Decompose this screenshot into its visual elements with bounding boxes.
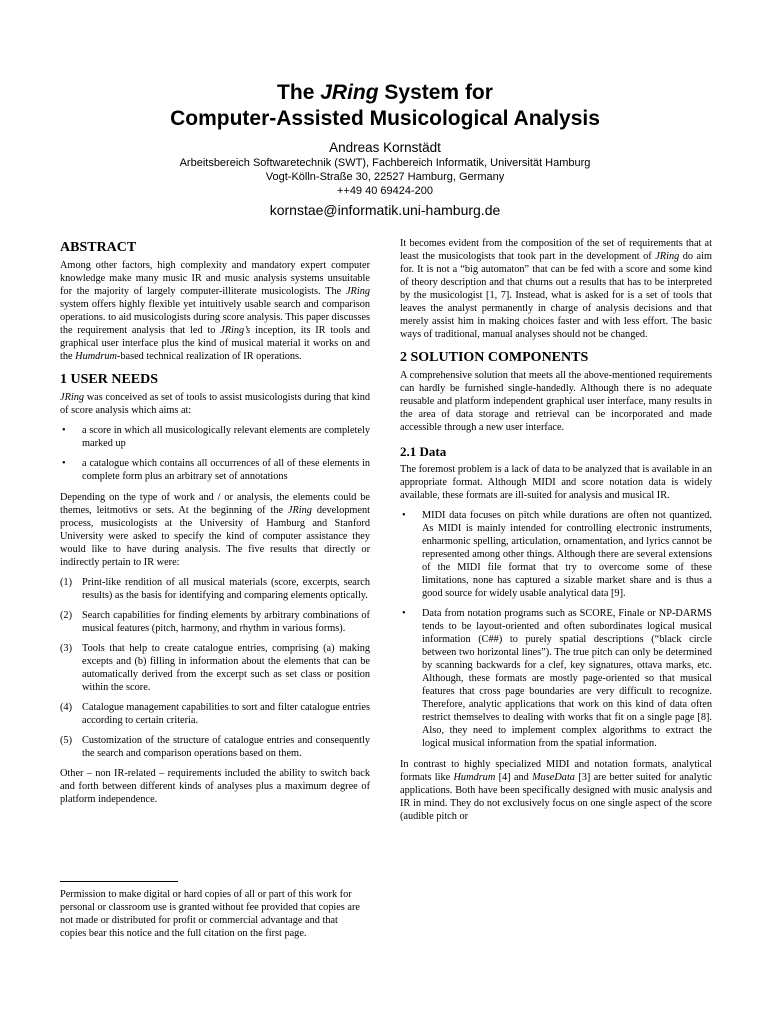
bullet-icon: • xyxy=(62,425,66,436)
list-item: (3) Tools that help to create catalogue entries, comprising (a) making excepts and (b) filling in information about the elements that can be automatically derived from the excerpt such as set class or position within the score. xyxy=(60,643,370,693)
bullet-icon: • xyxy=(62,458,66,469)
abstract-heading: ABSTRACT xyxy=(60,240,137,255)
list-item: • a catalogue which contains all occurrences of all of these elements in complete form plus an arbitrary set of annotations xyxy=(62,458,370,482)
bullet-icon: • xyxy=(402,608,406,619)
section-2-paragraph: A comprehensive solution that meets all the above-mentioned requirements can hardly be furnished single-handedly. Although there is no adequate reusable and platform independent graphical user interface, many results in the area of data storage and retrieval can be incorporated and made accessible through a new user interface. xyxy=(400,370,712,433)
list-item: • Data from notation programs such as SCORE, Finale or NP-DARMS tends to be layout-oriented and often subordinates logical musical information (C##) to purely spatial descriptions (“black circle between two horizontal lines”). The true pitch can only be determined by scanning backwards for a clef, key signatures, ottava marks, etc. Although, these formats are mostly page-oriented so that musical features that cross page boundaries are very difficult to recognize. Therefore, analytic applications that work on this kind of data often restrict themselves to dealing with works that fit on a single page [8]. Also, they need to implement complex algorithms to extract the logical musical information from the spatial information. xyxy=(402,608,712,749)
list-item: • a score in which all musicologically relevant elements are completely marked up xyxy=(62,425,370,449)
author-email: kornstae@informatik.uni-hamburg.de xyxy=(269,202,501,218)
section-1-paragraph-3: Other – non IR-related – requirements included the ability to switch back and forth between different kinds of analyses plus a maximum degree of platform independence. xyxy=(60,768,370,805)
abstract-text: Among other factors, high complexity and mandatory expert computer knowledge make many music IR and music analysis systems unsuitable for the majority of largely computer-illiterate musicologists. The JRing system offers highly flexible yet intuitively usable search and comparison operations. to aid musicologists during score analysis. This paper discusses the requirement analysis that led to JRing’s inception, its IR tools and graphical user interface plus the kind of musical material it works on and the Humdrum-based technical realization of IR operations. xyxy=(60,260,370,362)
data-format-bullets xyxy=(400,509,712,750)
bullet-icon: • xyxy=(402,510,406,521)
list-item: (5) Customization of the structure of catalogue entries and consequently the search and comparison operations based on them. xyxy=(60,735,370,759)
section-2-heading: 2 SOLUTION COMPONENTS xyxy=(400,350,589,365)
list-item: (1) Print-like rendition of all musical materials (score, excerpts, search results) as the basis for identifying and comparing elements optically. xyxy=(60,577,370,601)
requirements-list xyxy=(60,576,370,760)
section-2-1-heading: 2.1 Data xyxy=(400,444,447,459)
list-item: (2) Search capabilities for finding elements by arbitrary combinations of musical features (pitch, harmony, and rhythm in various forms). xyxy=(60,610,370,634)
requirements-discussion: It becomes evident from the composition of the set of requirements that at least the musicologists that took part in the development of JRing do aim for. It is not a “big automaton” that can be fed with a score and some kind of theory description and that churns out a results that has to be interpreted by the musicologist [1, 7]. Instead, what is asked for is a set of tools that leaves the analyst permanently in charge of analysis decisions and that merely assist him in making choices faster and with less effort. The basic ways of traditional, manual analyses should not be changed. xyxy=(400,238,712,340)
analytical-formats-paragraph: In contrast to highly specialized MIDI and notation formats, analytical formats like Humdrum [4] and MuseData [3] are better suited for analytic applications. Both have been specifically designed with music analysis and IR in mind. They do not exclusively focus on one single aspect of the score (audible pitch or xyxy=(400,759,712,822)
list-item: (4) Catalogue management capabilities to sort and filter catalogue entries according to certain criteria. xyxy=(60,702,370,726)
author-name: Andreas Kornstädt xyxy=(329,140,441,155)
list-item: • MIDI data focuses on pitch while durations are often not quantized. As MIDI is mainly intended for controlling electronic instruments, enharmonic spelling, articulation, ornamentation, and lyrics cannot be represented among other things. Although there are several extensions of the MIDI file format that try to overcome some of these limitations, none has captured a sizable market share and is thus a good source for widely usable analytical data [9]. xyxy=(402,510,712,599)
section-1-intro: JRing was conceived as set of tools to assist musicologists during that kind of score analysis which aims at: xyxy=(60,392,370,416)
right-column xyxy=(400,237,712,830)
paper-header xyxy=(0,80,770,219)
section-2-1-paragraph: The foremost problem is a lack of data to be analyzed that is available in an appropriate format. Although MIDI and score notation data is widely available, these formats are ill-suited for analysis and musical IR. xyxy=(400,464,712,501)
author-phone: ++49 40 69424-200 xyxy=(336,185,434,197)
section-1-heading: 1 USER NEEDS xyxy=(60,372,159,387)
left-column xyxy=(60,237,370,813)
author-address: Vogt-Kölln-Straße 30, 22527 Hamburg, Germany xyxy=(265,171,505,183)
paper-title: The JRing System for Computer-Assisted Musicological Analysis xyxy=(170,81,600,130)
footnote-divider xyxy=(60,881,178,882)
permission-footnote: Permission to make digital or hard copies of all or part of this work for personal or classroom use is granted without fee provided that copies are not made or distributed for profit or commercial advantage and that copies bear this notice and the full citation on the first page. xyxy=(60,889,360,939)
section-1-paragraph-2: Depending on the type of work and / or analysis, the elements could be themes, leitmotivs or sets. At the beginning of the JRing development process, musicologists at the University of Hamburg and Stanford University were asked to specify the kind of computer assistance they would like to have during analysis. The five results that directly or indirectly pertain to IR were: xyxy=(60,492,370,568)
author-affiliation: Arbeitsbereich Softwaretechnik (SWT), Fachbereich Informatik, Universität Hamburg xyxy=(179,157,591,169)
section-1-bullets xyxy=(60,424,370,483)
